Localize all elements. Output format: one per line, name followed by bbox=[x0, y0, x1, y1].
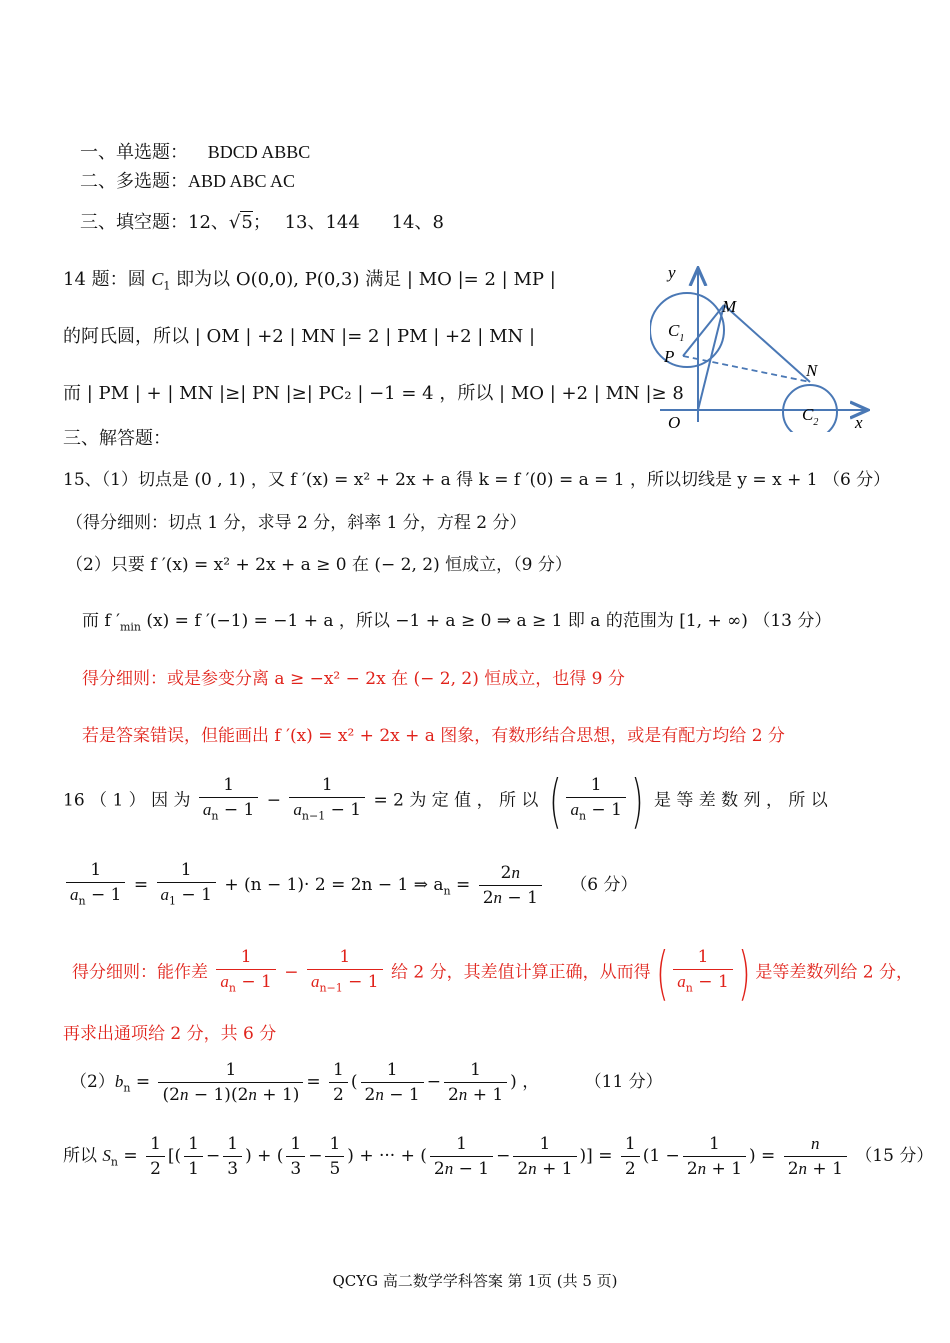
single-choice-answers: BDCD ABBC bbox=[207, 142, 311, 162]
segment-pn-dashed bbox=[683, 356, 810, 382]
page-footer: QCYG 高二数学学科答案 第 1页 (共 5 页) bbox=[332, 1272, 618, 1290]
label-y: y bbox=[668, 263, 676, 282]
q16-part1-formula: $\frac{1}{a_n - 1}$ = $\frac{1}{a_1 - 1}$ + (n − 1)· 2 = 2n − 1 ⇒ $a_n$ = $\frac{2n}{2n - 1}$ （6 分） bbox=[63, 858, 638, 913]
q15-part1-detail: （得分细则：切点 1 分，求导 2 分，斜率 1 分，方程 2 分） bbox=[66, 513, 527, 533]
q14-line1: 14 题：圆 $C_1$ 即为以 O(0,0), P(0,3) 满足 | MO |= 2 | MP | bbox=[63, 269, 556, 293]
apollonius-circle-figure bbox=[650, 262, 880, 432]
fill-blank-line: 三、填空题：12、√5； 13、144 14、8 bbox=[80, 212, 444, 233]
label-c2: $C_2$ bbox=[802, 405, 819, 428]
label-x: x bbox=[855, 413, 863, 432]
q15-part1: 15、（1）切点是 (0 , 1) ，又 f ′(x) = x² + 2x + a 得 k = f ′(0) = a = 1 ，所以切线是 y = x + 1 （6 分） bbox=[63, 470, 891, 490]
q16-sum: 所以 $S_n$ = $\frac{1}{2}$ [( $\frac{1}{1}$ − $\frac{1}{3}$ ) + ( $\frac{1}{3}$ − $\frac{1}{5}$ ) + ··· + ( $\frac{1}{2n - 1}$ − $\frac{1}{2n + 1}$ )] = $\frac{1}{2}$ (1 − $\frac{1}{2n + 1}$ ) = $\frac{n}{2n + 1}$ （15 分） bbox=[63, 1134, 934, 1179]
q16-red-note-2: 再求出通项给 2 分，共 6 分 bbox=[63, 1024, 277, 1044]
label-p: P bbox=[664, 347, 675, 366]
q15-part2b: 而 f $'_{min}$ (x) = f ′(−1) = −1 + a ，所以 −1 + a ≥ 0 ⇒ a ≥ 1 即 a 的范围为 [1, + ∞) （13 分） bbox=[82, 611, 832, 634]
q15-red-note-1: 得分细则：或是参变分离 a ≥ −x² − 2x 在 (− 2, 2) 恒成立，也得 9 分 bbox=[82, 669, 625, 689]
label-m: M bbox=[722, 297, 737, 316]
label-n: N bbox=[806, 361, 818, 380]
q16-part2: $(2)b_n$ = $\frac{1}{(2n - 1)(2n + 1)}$ = $\frac{1}{2}$ ( $\frac{1}{2n - 1}$ − $\frac{1}{2n + 1}$ ) ， （11 分） bbox=[70, 1060, 663, 1105]
sqrt-symbol: √ bbox=[228, 212, 241, 233]
multi-choice-answers: ABD ABC AC bbox=[188, 171, 296, 191]
multi-choice-line: 二、多选题：ABD ABC AC bbox=[80, 171, 296, 192]
q15-red-note-2: 若是答案错误，但能画出 f ′(x) = x² + 2x + a 图象，有数形结合思想，或是有配方均给 2 分 bbox=[82, 726, 785, 746]
label-o: O bbox=[668, 413, 681, 432]
circle-c1 bbox=[650, 293, 724, 367]
q16-red-note: 得分细则：能作差 $\frac{1}{a_n - 1}$ − $\frac{1}{a_{n-1} - 1}$ 给 2 分，其差值计算正确，从而得( $\frac{1}{a_n - 1}$ ) 是等差数列给 2 分， bbox=[72, 939, 914, 1007]
q15-part2: （2）只要 f ′(x) = x² + 2x + a ≥ 0 在 (− 2, 2) 恒成立，（9 分） bbox=[66, 555, 572, 575]
q14-line2: 的阿氏圆，所以 | OM | +2 | MN |= 2 | PM | +2 | MN | bbox=[63, 326, 536, 347]
section3-title: 三、解答题： bbox=[63, 428, 171, 449]
single-choice-line: 一、单选题： BDCD ABBC bbox=[80, 142, 311, 163]
q14-line3: 而 | PM | + | MN |≥| PN |≥| PC₂ | −1 = 4 ，所以 | MO | +2 | MN |≥ 8 bbox=[63, 383, 684, 404]
label-c1: $C_1$ bbox=[668, 321, 685, 344]
q16-part1-line1: 16 （ 1 ） 因 为 $\frac{1}{a_n - 1}$ − $\frac{1}{a_{n-1} - 1}$ = 2 为 定 值 ， 所 以 ( $\frac{1}{a_n - 1}$ ) 是 等 差 数 列 ， 所 以 bbox=[63, 767, 828, 835]
segment-mn bbox=[724, 305, 810, 382]
